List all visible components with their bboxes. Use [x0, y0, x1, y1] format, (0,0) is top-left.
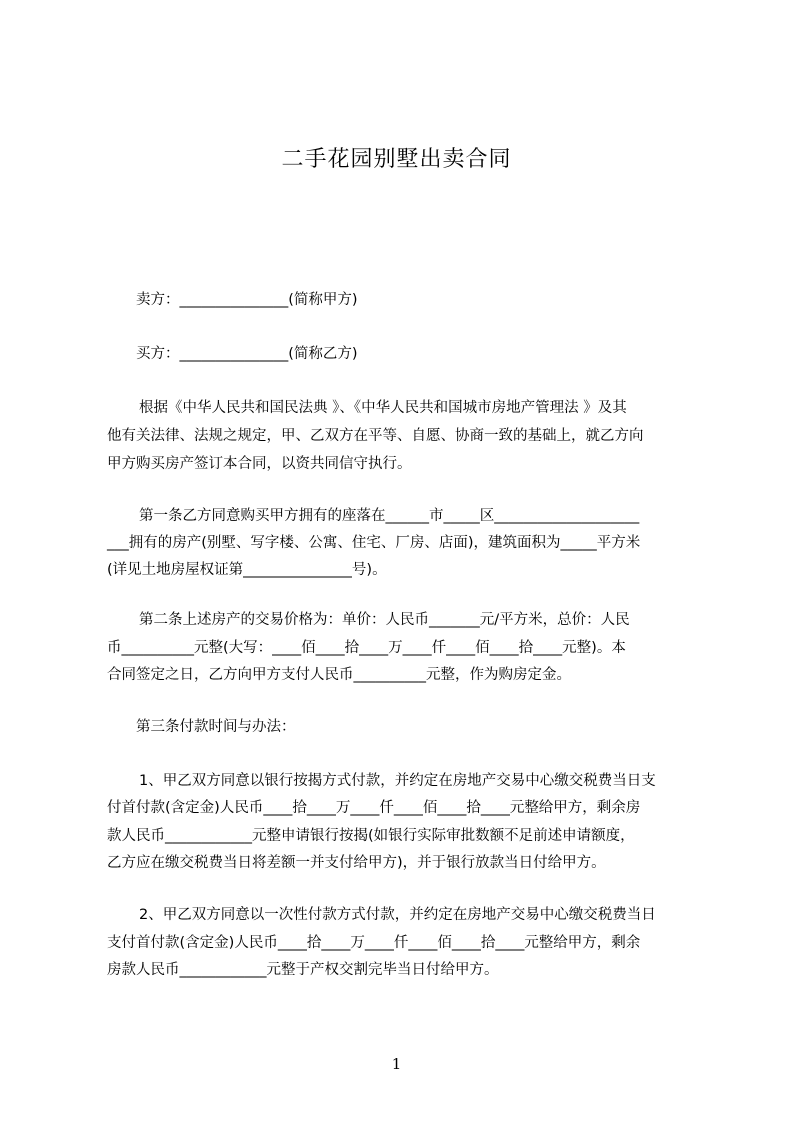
article2-line-2: 币__________元整(大写：____佰____拾____万____仟____佰____拾____元整)。本 — [107, 640, 626, 656]
preamble-line-2: 他有关法律、法规之规定，甲、乙双方在平等、自愿、协商一致的基础上，就乙方向 — [107, 428, 644, 444]
preamble-line-3: 甲方购买房产签订本合同，以资共同信守执行。 — [107, 456, 412, 472]
document-title: 二手花园别墅出卖合同 — [281, 147, 512, 172]
article2-line-1: 第二条上述房产的交易价格为：单价：人民币_______元/平方米，总价：人民 — [139, 612, 630, 628]
article1-line-2: ___拥有的房产(别墅、写字楼、公寓、住宅、厂房、店面)，建筑面积为_____平方米 — [107, 535, 641, 551]
preamble-line-1: 根据《中华人民共和国民法典 》、《中华人民共和国城市房地产管理法 》及其 — [139, 400, 627, 416]
article1-line-3: (详见土地房屋权证第_______________号)。 — [107, 562, 387, 578]
clause1-line-1: 1、甲乙双方同意以银行按揭方式付款，并约定在房地产交易中心缴交税费当日支 — [139, 773, 656, 789]
buyer-line: 买方：_______________(简称乙方) — [136, 346, 358, 362]
article1-line-1: 第一条乙方同意购买甲方拥有的座落在______市_____区____________________ — [139, 508, 640, 524]
clause1-line-4: 乙方应在缴交税费当日将差额一并支付给甲方)，并于银行放款当日付给甲方。 — [107, 855, 606, 871]
seller-line: 卖方：_______________(简称甲方) — [136, 292, 358, 308]
page-number: 1 — [391, 1055, 402, 1073]
article3-heading: 第三条付款时间与办法： — [136, 719, 296, 735]
clause2-line-2: 支付首付款(含定金)人民币____拾____万____仟____佰____拾____元整给甲方，剩余 — [107, 935, 641, 951]
clause1-line-2: 付首付款(含定金)人民币____拾____万____仟____佰____拾____元整给甲方，剩余房 — [107, 800, 641, 816]
clause1-line-3: 款人民币____________元整申请银行按揭(如银行实际审批数额不足前述申请额度， — [107, 828, 635, 844]
article2-line-3: 合同签定之日，乙方向甲方支付人民币__________元整，作为购房定金。 — [107, 667, 571, 683]
clause2-line-1: 2、甲乙双方同意以一次性付款方式付款，并约定在房地产交易中心缴交税费当日 — [139, 907, 656, 923]
clause2-line-3: 房款人民币____________元整于产权交割完毕当日付给甲方。 — [107, 962, 499, 978]
